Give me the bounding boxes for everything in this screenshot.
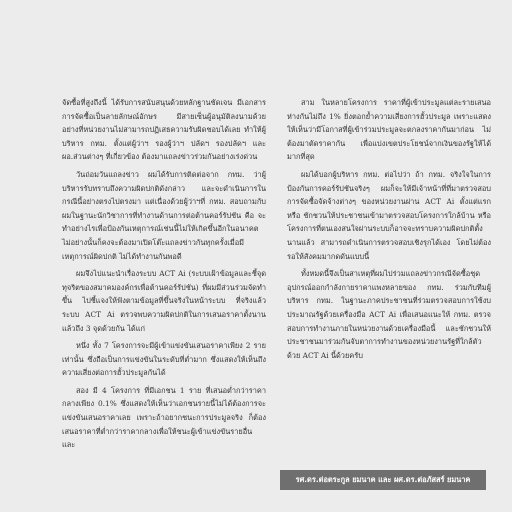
author-byline: รศ.ดร.ต่อตระกูล ยมนาค และ ผศ.ดร.ต่อภัสสร์ ยมนาค [280, 470, 486, 490]
article-left-column [62, 96, 266, 452]
article-paragraph: ผมจึงไปแนะนำเรื่องระบบ ACT Ai (ระบบเฝ้าข้อมูลและชี้จุดทุจริตของสมาคมองค์กรเพื่อต้านคอร์รัปชัน) ที่ผมมีส่วนร่วมจัดทำขึ้น ไปชี้แจงให้ฟังตามข้อมูลที่ขึ้นจริงในหน้าระบบ ที่จริงแล้วระบบ ACT Ai ตรวจพบความผิดปกติในการเสนอราคาตั้งนานแล้วถึง 3 จุดด้วยกัน ได้แก่ [62, 269, 266, 333]
article-paragraph: สาม ในหลายโครงการ ราคาที่ผู้เข้าประมูลแต่ละรายเสนอห่างกันไม่ถึง 1% ยิ่งตอกย้ำความเสี่ยงการฮั้วประมูล เพราะแสดงให้เห็นว่ามีโอกาสที่ผู้เข้าร่วมประมูลจะตกลงราคากันมาก่อน ไม่ต้องมาตัดราคากัน เพื่อแบ่งเขตประโยชน์จากเงินของรัฐให้ได้มากที่สุด [287, 98, 491, 162]
article-paragraph: สอง มี 4 โครงการ ที่มีเอกชน 1 ราย ที่เสนอต่ำกว่าราคากลางเพียง 0.1% ซึ่งแสดงให้เห็นว่าเอกชนรายนี้ไม่ได้ต้องการจะแข่งขันเสนอราคาเลย เพราะถ้าอยากชนะการประมูลจริง ก็ต้องเสนอราคาที่ต่ำกว่าราคากลางเพื่อให้ชนะผู้เข้าแข่งขันรายอื่น และ [62, 385, 266, 450]
article-paragraph: หนึ่ง ทั้ง 7 โครงการจะมีผู้เข้าแข่งขันเสนอราคาเพียง 2 รายเท่านั้น ซึ่งถือเป็นการแข่งขันในระดับที่ต่ำมาก ซึ่งแสดงให้เห็นถึงความเสี่ยงต่อการฮั้วประมูลกันได้ [62, 341, 266, 378]
article-right-column [287, 96, 491, 362]
article-paragraph: วันถ่อมวันแถลงข่าว ผมได้รับการติดต่อจาก กทม. ว่าผู้บริหารรับทราบถึงความผิดปกติดังกล่าว และจะดำเนินการในกรณีนี้อย่างตรงไปตรงมา แต่เนื่องด้วยผู้ว่าฯที่ กทม. สอบถามกับผมในฐานะนักวิชาการที่ทำงานด้านการต่อต้านคอร์รัปชัน คือ จะทำอย่างไรเพื่อป้องกันเหตุการณ์เช่นนี้ไม่ให้เกิดขึ้นอีกในอนาคต ไม่อย่างนั้นก็คงจะต้องมาเปิดโต๊ะแถลงข่าวกันทุกครั้งเมื่อมีเหตุการณ์ผิดปกติ ไม่ได้ทำงานกันพอดี [62, 169, 266, 261]
article-paragraph: ผมได้บอกผู้บริหาร กทม. ต่อไปว่า ถ้า กทม. จริงใจในการป้องกันการคอร์รัปชันจริงๆ ผมก็จะให้มีเจ้าหน้าที่ที่มาตรวจสอบการจัดซื้อจัดจ้างต่างๆ ของหน่วยงานผ่าน ACT Ai ตั้งแต่แรก หรือ ชักชวนให้ประชาชนเข้ามาตรวจสอบโครงการใกล้บ้าน หรือ โครงการที่ตนเองสนใจผ่านระบบก็อาจจะทราบความผิดปกติตั้งนานแล้ว สามารถดำเนินการตรวจสอบเชิงรุกได้เอง โดยไม่ต้องรอให้สังคมมากดดันแบบนี้ [287, 169, 491, 261]
article-paragraph: ทั้งหมดนี้จึงเป็นสาเหตุที่ผมไปร่วมแถลงข่าวกรณีจัดซื้อชุดอุปกรณ์ออกกำลังกายราคาแพงหลายของ กทม. ร่วมกับทีมผู้บริหาร กทม. ในฐานะภาคประชาชนที่ร่วมตรวจสอบการใช้งบประมาณรัฐด้วยเครื่องมือ ACT Ai เพื่อเสนอแนะให้ กทม. ตรวจสอบการทำงานภายในหน่วยงานด้วยเครื่องมือนี้ และชักชวนให้ประชาชนมาร่วมกันจับตาการทำงานของหน่วยงานรัฐที่ใกล้ตัวด้วย ACT Ai นี้ด้วยครับ [287, 269, 491, 360]
article-paragraph: จัดซื้อที่สูงถึงนี้ ได้รับการสนับสนุนด้วยหลักฐานชัดเจน มีเอกสารการจัดซื้อเป็นลายลักษณ์อักษร มีสายเซ็นผู้อนุมัติลงนามด้วย อย่างที่หน่วยงานไม่สามารถปฏิเสธความรับผิดชอบได้เลย ทำให้ผู้บริหาร กทม. ตั้งแต่ผู้ว่าฯ รองผู้ว่าฯ ปลัดฯ รองปลัดฯ และ ผอ.ส่วนต่างๆ ที่เกี่ยวข้อง ต้องมาแถลงข่าวร่วมกันอย่างเร่งด่วน [62, 98, 266, 162]
